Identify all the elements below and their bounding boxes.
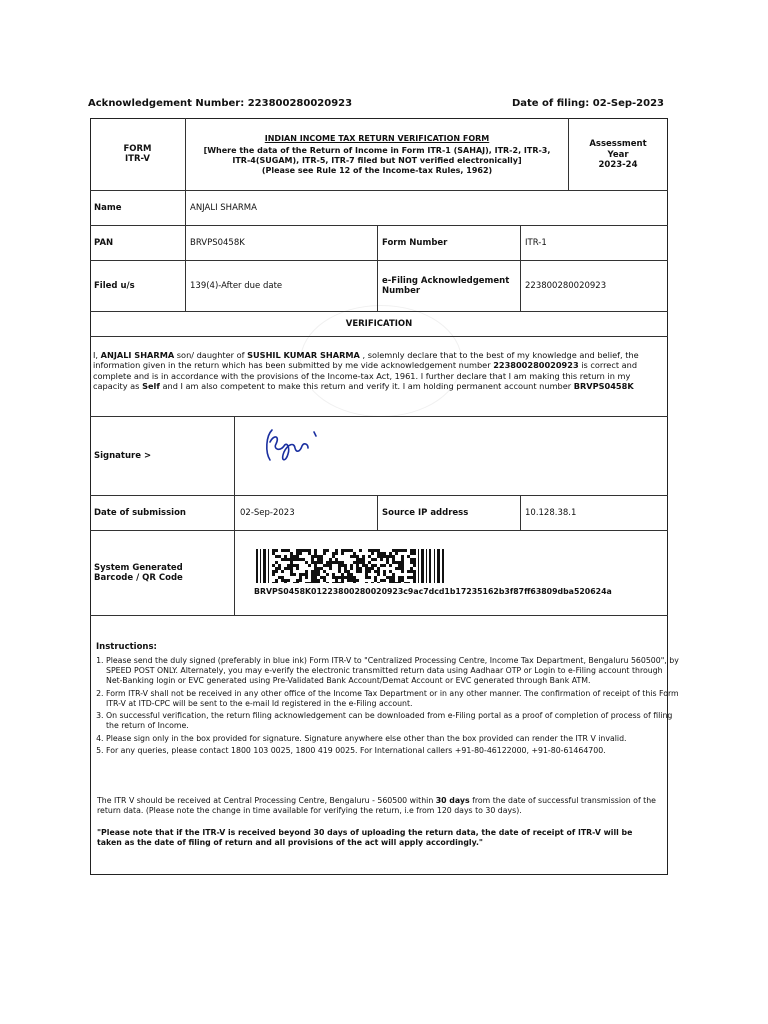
instruction-item: 4. Please sign only in the box provided for signature. Signature anywhere else other than the box provided can render the ITR V invalid. xyxy=(106,734,681,744)
filed-us-value: 139(4)-After due date xyxy=(190,280,283,291)
instructions-list xyxy=(90,656,681,759)
filing-label: Date of filing: xyxy=(511,98,590,109)
assessment-year-value: 2023-24 xyxy=(598,160,638,171)
instruction-item: 2. Form ITR-V shall not be received in any other office of the Income Tax Department or in any other manner. The confirmation of receipt of this Form ITR-V at ITD-CPC will be sent to the e-mail Id registered in the e-Filing account. xyxy=(106,689,681,709)
signature-label: Signature > xyxy=(94,450,152,461)
instruction-item: 1. Please send the duly signed (preferably in blue ink) Form ITR-V to "Centralized Processing Centre, Income Tax Department, Bengaluru 560500", by SPEED POST ONLY. Alternately, you may e-verify the electronic transmitted return data using Aadhaar OTP or Login to e-Filing account through Net-Banking login or EVC generated using Pre-Validated Bank Account/Demat Account or EVC generated through Bank ATM. xyxy=(106,656,681,686)
form-code-cell xyxy=(90,118,185,190)
submission-window-note: The ITR V should be received at Central Processing Centre, Bengaluru - 560500 within 30 days from the date of successful transmission of the return data. (Please note the change in time available for verifying the return, i.e from 120 days to 30 days). xyxy=(97,796,656,815)
father-name: SUSHIL KUMAR SHARMA xyxy=(247,350,360,360)
submission-date-value: 02-Sep-2023 xyxy=(240,507,295,518)
assessment-year-cell xyxy=(570,130,666,180)
efiling-ack-value: 223800280020923 xyxy=(525,280,607,291)
filing-value: 02-Sep-2023 xyxy=(592,98,664,109)
pan-label: PAN xyxy=(94,237,114,248)
source-ip-label: Source IP address xyxy=(382,507,469,518)
barcode-text: BRVPS0458K01223800280020923c9ac7dcd1b17235162b3f87ff63809dba520624a xyxy=(254,586,612,596)
name-value: ANJALI SHARMA xyxy=(190,202,257,213)
barcode-image xyxy=(256,549,444,583)
instruction-item: 5. For any queries, please contact 1800 103 0025, 1800 419 0025. For International callers +91-80-46122000, +91-80-61464700. xyxy=(106,746,681,756)
final-note: "Please note that if the ITR-V is received beyond 30 days of uploading the return data, the date of receipt of ITR-V will be taken as the date of filing of return and all provisions of the act will apply accordingly." xyxy=(97,828,633,847)
source-ip-value: 10.128.38.1 xyxy=(525,507,577,518)
handwritten-signature xyxy=(262,422,332,466)
name-label: Name xyxy=(94,202,122,213)
form-desc-line-1: [Where the data of the Return of Income in Form ITR-1 (SAHAJ), ITR-2, ITR-3, xyxy=(203,146,551,155)
pan-value: BRVPS0458K xyxy=(190,237,245,248)
capacity: Self xyxy=(142,381,160,392)
assessment-year-label: Assessment Year xyxy=(589,139,647,160)
efiling-ack-label: e-Filing Acknowledgement Number xyxy=(382,275,510,296)
form-code: ITR-V xyxy=(125,154,150,164)
verification-pan: BRVPS0458K xyxy=(573,381,634,392)
form-title: INDIAN INCOME TAX RETURN VERIFICATION FORM xyxy=(264,134,490,143)
instruction-item: 3. On successful verification, the return filing acknowledgement can be downloaded from e-Filing portal as a proof of completion of process of filing the return of Income. xyxy=(106,711,681,731)
form-desc-line-2: ITR-4(SUGAM), ITR-5, ITR-7 filed but NOT verified electronically] xyxy=(232,156,522,165)
verification-heading: VERIFICATION xyxy=(345,318,413,329)
filed-us-label: Filed u/s xyxy=(94,280,135,291)
instructions-heading: Instructions: xyxy=(96,642,157,652)
form-number-value: ITR-1 xyxy=(525,237,547,248)
acknowledgement-number xyxy=(88,98,352,109)
form-label: FORM xyxy=(123,144,152,154)
form-title-cell xyxy=(186,124,568,186)
form-desc-line-3: (Please see Rule 12 of the Income-tax Rules, 1962) xyxy=(261,166,493,175)
verification-ack-number: 223800280020923 xyxy=(493,360,579,371)
ack-label: Acknowledgement Number: xyxy=(88,98,245,109)
date-of-filing xyxy=(512,98,664,109)
submission-date-label: Date of submission xyxy=(94,507,186,518)
ack-value: 223800280020923 xyxy=(247,98,353,109)
form-number-label: Form Number xyxy=(382,237,448,248)
verification-text: I, ANJALI SHARMA son/ daughter of SUSHIL KUMAR SHARMA , solemnly declare that to the best of my knowledge and belief, the information given in the return which has been submitted by me vide acknowledgement number 223800280020923 is correct and complete and is in accordance with the provisions of the Income-tax Act, 1961. I further declare that I am making this return in my capacity as Self and I am also competent to make this return and verify it. I am holding permanent account number BRVPS0458K xyxy=(93,350,639,392)
barcode-label: System Generated Barcode / QR Code xyxy=(94,562,183,583)
declarant-name: ANJALI SHARMA xyxy=(100,350,175,360)
